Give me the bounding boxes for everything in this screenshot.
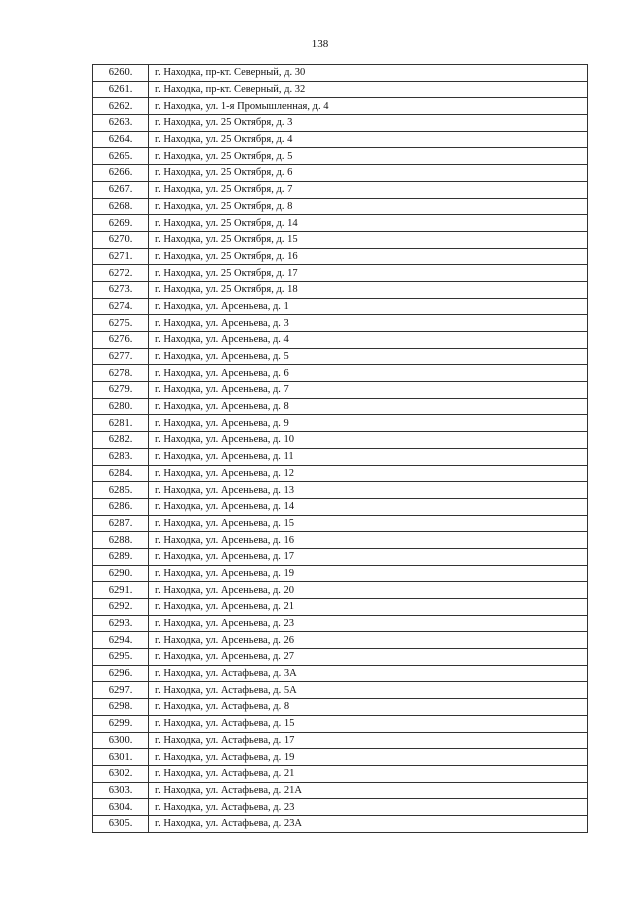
table-row <box>93 365 588 382</box>
page-number: 138 <box>311 38 329 50</box>
table-row <box>93 332 588 349</box>
table-row <box>93 715 588 732</box>
row-number: 6298. <box>93 699 149 716</box>
table-row <box>93 398 588 415</box>
table-row <box>93 198 588 215</box>
row-number: 6280. <box>93 398 149 415</box>
row-address: г. Находка, ул. 25 Октября, д. 5 <box>149 148 588 165</box>
row-number: 6275. <box>93 315 149 332</box>
row-number: 6290. <box>93 565 149 582</box>
row-number: 6286. <box>93 498 149 515</box>
table-row <box>93 749 588 766</box>
table-row <box>93 165 588 182</box>
table-row <box>93 582 588 599</box>
table-row <box>93 432 588 449</box>
table-row <box>93 782 588 799</box>
table-row <box>93 265 588 282</box>
table-row <box>93 448 588 465</box>
row-address: г. Находка, ул. Астафьева, д. 17 <box>149 732 588 749</box>
row-number: 6292. <box>93 599 149 616</box>
row-number: 6300. <box>93 732 149 749</box>
table-row <box>93 482 588 499</box>
table-row <box>93 649 588 666</box>
row-address: г. Находка, ул. 25 Октября, д. 15 <box>149 231 588 248</box>
row-number: 6288. <box>93 532 149 549</box>
table-row <box>93 298 588 315</box>
address-table-body <box>93 65 588 833</box>
table-row <box>93 98 588 115</box>
row-address: г. Находка, ул. 25 Октября, д. 6 <box>149 165 588 182</box>
row-address: г. Находка, ул. Арсеньева, д. 5 <box>149 348 588 365</box>
row-number: 6296. <box>93 665 149 682</box>
table-row <box>93 515 588 532</box>
row-address: г. Находка, ул. Арсеньева, д. 23 <box>149 615 588 632</box>
row-number: 6263. <box>93 115 149 132</box>
row-address: г. Находка, ул. Арсеньева, д. 17 <box>149 548 588 565</box>
row-address: г. Находка, ул. Арсеньева, д. 26 <box>149 632 588 649</box>
table-row <box>93 415 588 432</box>
row-number: 6297. <box>93 682 149 699</box>
table-row <box>93 115 588 132</box>
row-number: 6281. <box>93 415 149 432</box>
row-number: 6261. <box>93 81 149 98</box>
row-address: г. Находка, ул. 25 Октября, д. 8 <box>149 198 588 215</box>
row-address: г. Находка, ул. Арсеньева, д. 19 <box>149 565 588 582</box>
table-row <box>93 181 588 198</box>
row-number: 6266. <box>93 165 149 182</box>
row-number: 6301. <box>93 749 149 766</box>
row-address: г. Находка, ул. 25 Октября, д. 16 <box>149 248 588 265</box>
table-row <box>93 131 588 148</box>
table-row <box>93 498 588 515</box>
row-address: г. Находка, ул. Арсеньева, д. 14 <box>149 498 588 515</box>
row-number: 6294. <box>93 632 149 649</box>
row-number: 6260. <box>93 65 149 82</box>
row-number: 6271. <box>93 248 149 265</box>
table-row <box>93 148 588 165</box>
row-address: г. Находка, ул. Арсеньева, д. 20 <box>149 582 588 599</box>
row-number: 6289. <box>93 548 149 565</box>
table-row <box>93 281 588 298</box>
row-address: г. Находка, ул. Астафьева, д. 23 <box>149 799 588 816</box>
row-address: г. Находка, ул. Астафьева, д. 8 <box>149 699 588 716</box>
row-address: г. Находка, ул. 25 Октября, д. 4 <box>149 131 588 148</box>
row-address: г. Находка, ул. Астафьева, д. 15 <box>149 715 588 732</box>
table-row <box>93 382 588 399</box>
row-number: 6274. <box>93 298 149 315</box>
table-row <box>93 682 588 699</box>
row-address: г. Находка, ул. 25 Октября, д. 18 <box>149 281 588 298</box>
row-number: 6283. <box>93 448 149 465</box>
row-number: 6282. <box>93 432 149 449</box>
table-row <box>93 315 588 332</box>
table-row <box>93 548 588 565</box>
row-address: г. Находка, ул. 1-я Промышленная, д. 4 <box>149 98 588 115</box>
table-row <box>93 532 588 549</box>
table-row <box>93 699 588 716</box>
table-row <box>93 632 588 649</box>
row-address: г. Находка, ул. Арсеньева, д. 3 <box>149 315 588 332</box>
table-row <box>93 799 588 816</box>
row-number: 6278. <box>93 365 149 382</box>
table-row <box>93 215 588 232</box>
row-address: г. Находка, ул. 25 Октября, д. 17 <box>149 265 588 282</box>
row-address: г. Находка, пр-кт. Северный, д. 32 <box>149 81 588 98</box>
row-number: 6303. <box>93 782 149 799</box>
row-number: 6270. <box>93 231 149 248</box>
row-address: г. Находка, ул. 25 Октября, д. 3 <box>149 115 588 132</box>
row-number: 6299. <box>93 715 149 732</box>
row-number: 6265. <box>93 148 149 165</box>
row-address: г. Находка, ул. Арсеньева, д. 21 <box>149 599 588 616</box>
table-row <box>93 732 588 749</box>
row-address: г. Находка, ул. Астафьева, д. 21А <box>149 782 588 799</box>
row-number: 6304. <box>93 799 149 816</box>
table-row <box>93 65 588 82</box>
table-row <box>93 231 588 248</box>
row-number: 6273. <box>93 281 149 298</box>
row-address: г. Находка, ул. Астафьева, д. 21 <box>149 765 588 782</box>
row-address: г. Находка, ул. Астафьева, д. 23А <box>149 815 588 832</box>
row-number: 6268. <box>93 198 149 215</box>
row-address: г. Находка, ул. Арсеньева, д. 7 <box>149 382 588 399</box>
row-address: г. Находка, ул. Арсеньева, д. 12 <box>149 465 588 482</box>
table-row <box>93 248 588 265</box>
row-address: г. Находка, пр-кт. Северный, д. 30 <box>149 65 588 82</box>
row-number: 6267. <box>93 181 149 198</box>
row-number: 6293. <box>93 615 149 632</box>
row-address: г. Находка, ул. Астафьева, д. 3А <box>149 665 588 682</box>
row-address: г. Находка, ул. Арсеньева, д. 11 <box>149 448 588 465</box>
table-row <box>93 81 588 98</box>
row-address: г. Находка, ул. Астафьева, д. 5А <box>149 682 588 699</box>
table-row <box>93 465 588 482</box>
row-address: г. Находка, ул. Арсеньева, д. 15 <box>149 515 588 532</box>
row-number: 6295. <box>93 649 149 666</box>
row-number: 6302. <box>93 765 149 782</box>
row-number: 6276. <box>93 332 149 349</box>
row-address: г. Находка, ул. Арсеньева, д. 9 <box>149 415 588 432</box>
table-row <box>93 815 588 832</box>
row-address: г. Находка, ул. Арсеньева, д. 1 <box>149 298 588 315</box>
row-number: 6285. <box>93 482 149 499</box>
row-number: 6291. <box>93 582 149 599</box>
row-address: г. Находка, ул. Арсеньева, д. 4 <box>149 332 588 349</box>
table-row <box>93 348 588 365</box>
table-row <box>93 765 588 782</box>
row-number: 6284. <box>93 465 149 482</box>
row-number: 6269. <box>93 215 149 232</box>
row-number: 6305. <box>93 815 149 832</box>
row-number: 6272. <box>93 265 149 282</box>
address-table <box>92 64 588 833</box>
row-number: 6264. <box>93 131 149 148</box>
row-address: г. Находка, ул. Арсеньева, д. 10 <box>149 432 588 449</box>
row-number: 6262. <box>93 98 149 115</box>
row-address: г. Находка, ул. Арсеньева, д. 16 <box>149 532 588 549</box>
row-number: 6277. <box>93 348 149 365</box>
table-row <box>93 665 588 682</box>
table-row <box>93 599 588 616</box>
row-number: 6279. <box>93 382 149 399</box>
row-address: г. Находка, ул. 25 Октября, д. 14 <box>149 215 588 232</box>
row-address: г. Находка, ул. 25 Октября, д. 7 <box>149 181 588 198</box>
table-row <box>93 615 588 632</box>
table-row <box>93 565 588 582</box>
row-address: г. Находка, ул. Астафьева, д. 19 <box>149 749 588 766</box>
row-address: г. Находка, ул. Арсеньева, д. 27 <box>149 649 588 666</box>
row-number: 6287. <box>93 515 149 532</box>
row-address: г. Находка, ул. Арсеньева, д. 8 <box>149 398 588 415</box>
row-address: г. Находка, ул. Арсеньева, д. 13 <box>149 482 588 499</box>
row-address: г. Находка, ул. Арсеньева, д. 6 <box>149 365 588 382</box>
